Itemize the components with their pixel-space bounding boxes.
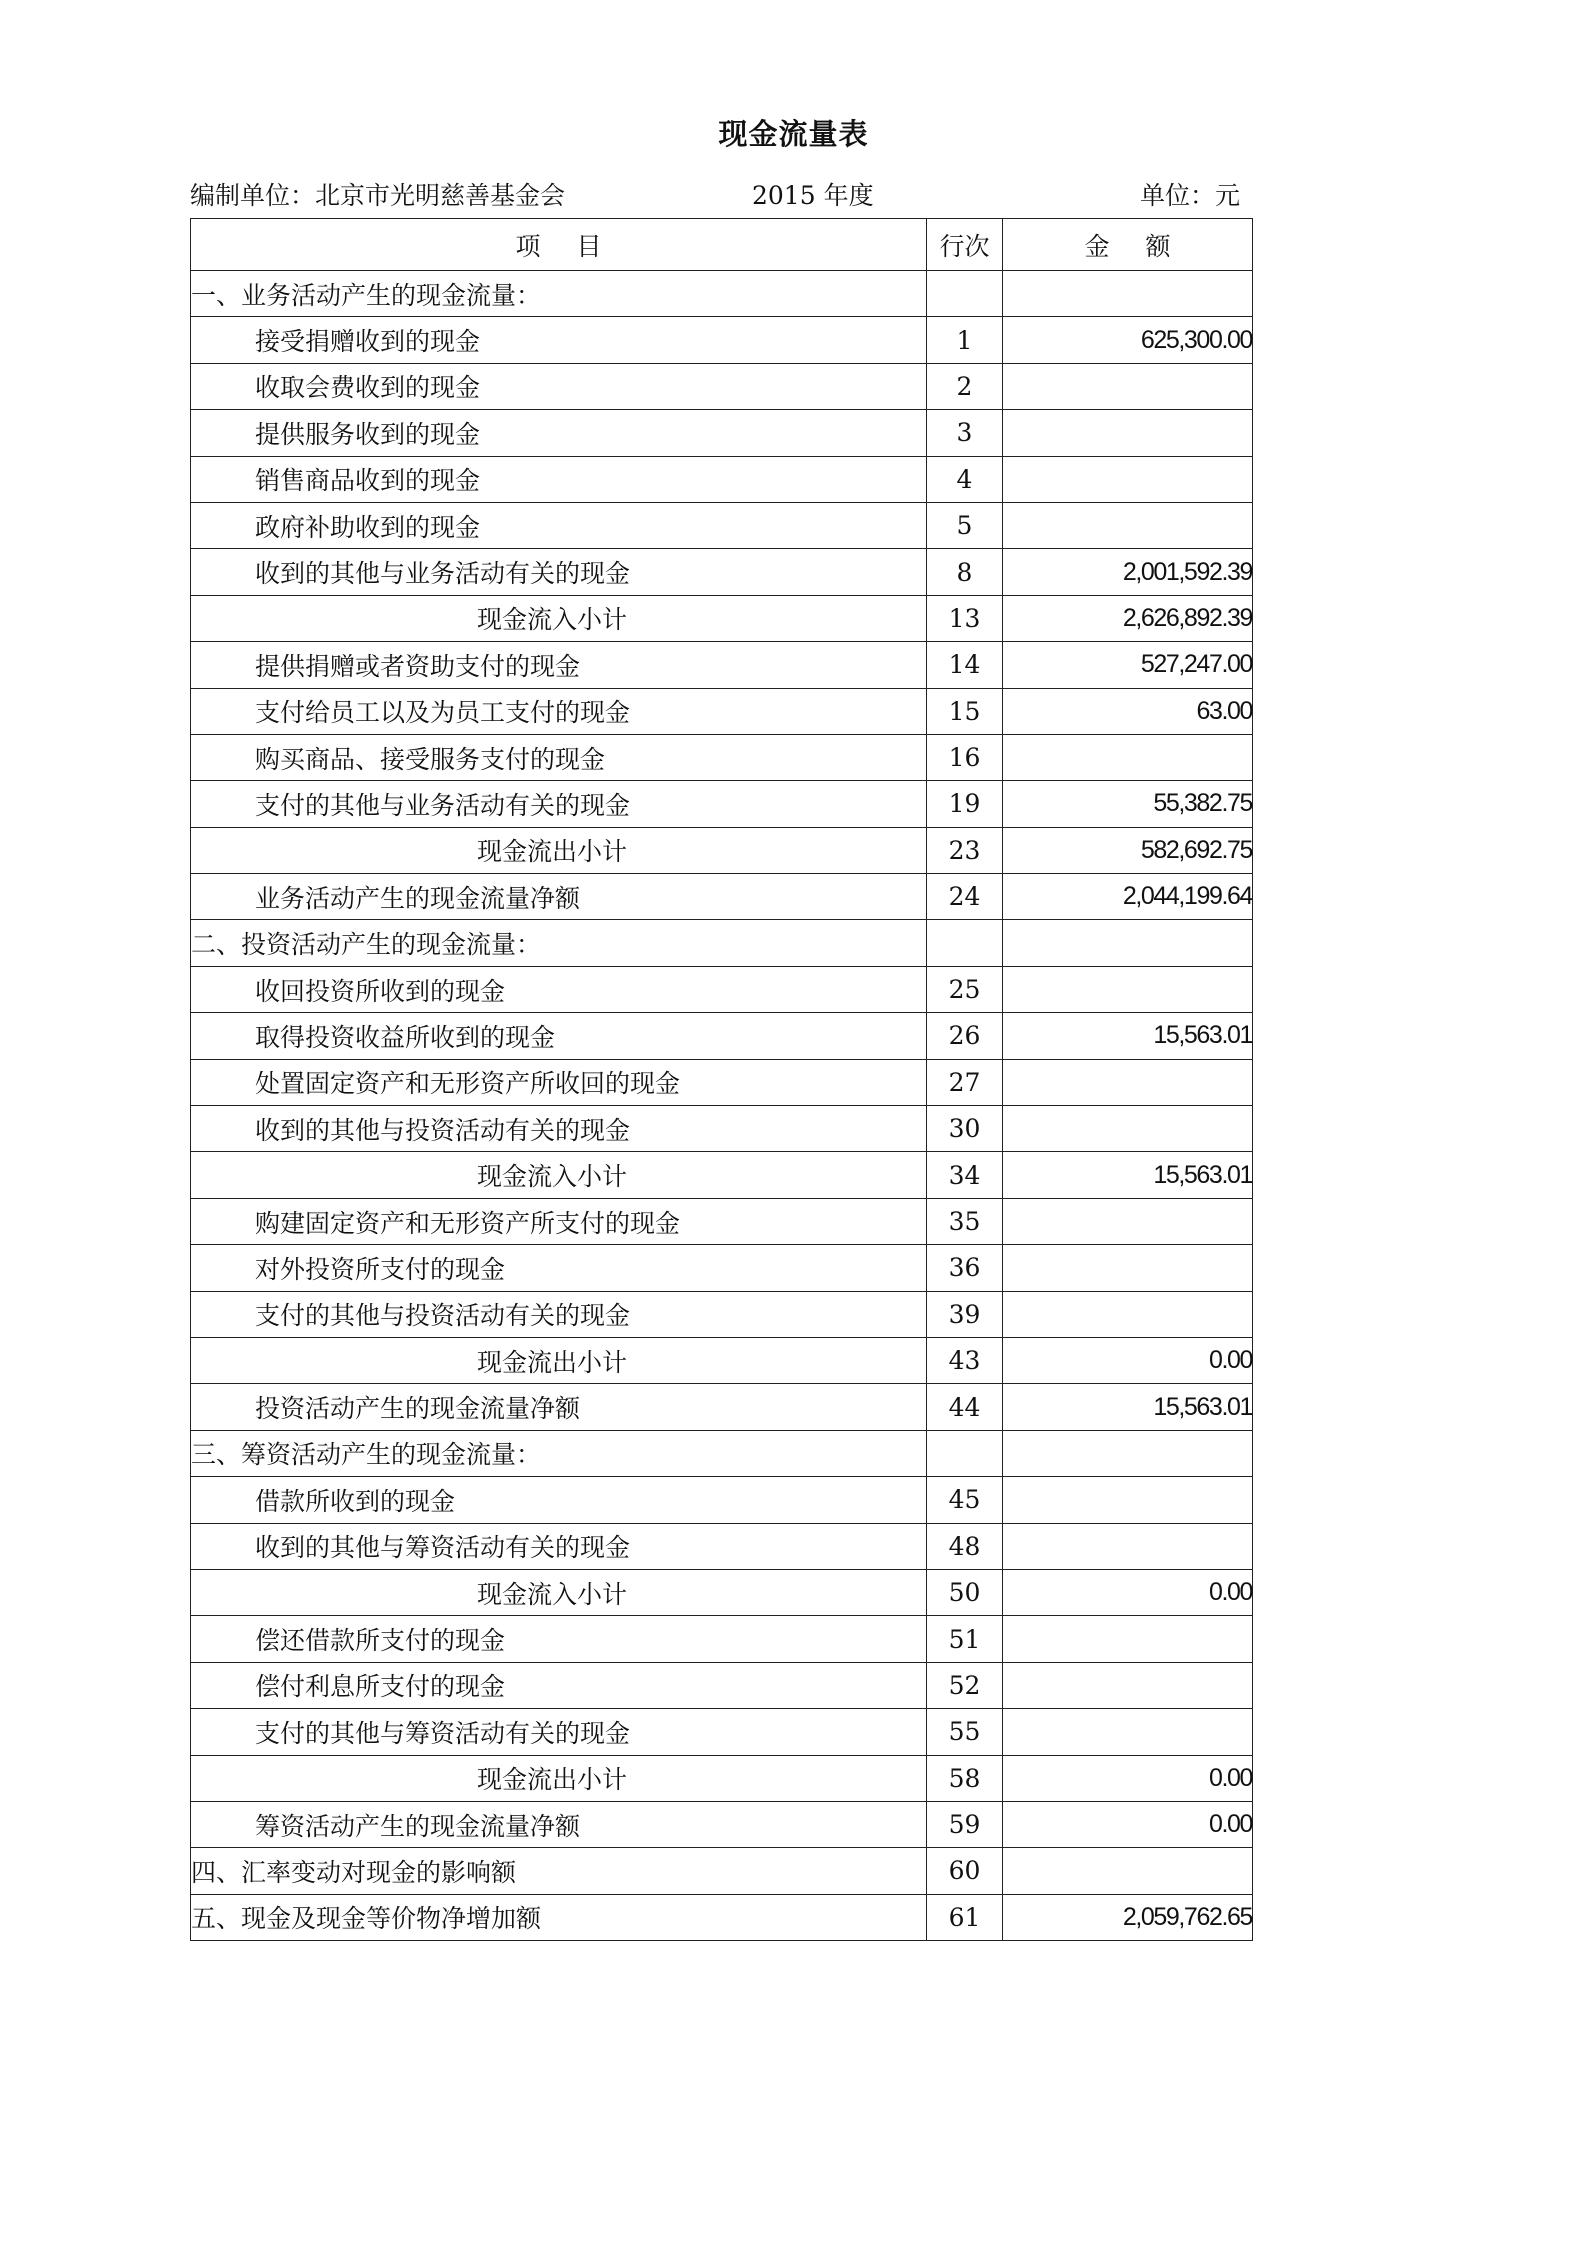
row-amount (1003, 734, 1253, 780)
row-line-number: 51 (927, 1616, 1003, 1662)
row-item-label: 投资活动产生的现金流量净额 (191, 1384, 927, 1430)
row-item-label: 现金流入小计 (191, 595, 927, 641)
table-body (191, 271, 1253, 1941)
row-line-number: 19 (927, 781, 1003, 827)
row-amount: 527,247.00 (1003, 642, 1253, 688)
row-amount: 2,626,892.39 (1003, 595, 1253, 641)
row-item-label: 现金流入小计 (191, 1152, 927, 1198)
table-row (191, 595, 1253, 641)
row-line-number: 52 (927, 1662, 1003, 1708)
row-line-number: 30 (927, 1106, 1003, 1152)
row-amount (1003, 1523, 1253, 1569)
row-line-number: 25 (927, 966, 1003, 1012)
row-item-label: 收到的其他与筹资活动有关的现金 (191, 1523, 927, 1569)
row-amount (1003, 1662, 1253, 1708)
table-row (191, 549, 1253, 595)
row-item-label: 收回投资所收到的现金 (191, 966, 927, 1012)
row-item-label: 现金流出小计 (191, 1755, 927, 1801)
row-line-number: 58 (927, 1755, 1003, 1801)
table-row (191, 1430, 1253, 1476)
row-item-label: 现金流出小计 (191, 1337, 927, 1383)
row-line-number: 16 (927, 734, 1003, 780)
row-line-number: 34 (927, 1152, 1003, 1198)
row-amount (1003, 920, 1253, 966)
row-item-label: 四、汇率变动对现金的影响额 (191, 1848, 927, 1894)
row-amount (1003, 966, 1253, 1012)
table-row (191, 1337, 1253, 1383)
table-row (191, 271, 1253, 317)
row-item-label: 购建固定资产和无形资产所支付的现金 (191, 1198, 927, 1244)
row-amount: 2,059,762.65 (1003, 1894, 1253, 1940)
row-amount: 0.00 (1003, 1801, 1253, 1847)
table-row (191, 688, 1253, 734)
table-row (191, 734, 1253, 780)
row-amount: 0.00 (1003, 1755, 1253, 1801)
table-row (191, 317, 1253, 363)
row-amount (1003, 1709, 1253, 1755)
row-amount (1003, 502, 1253, 548)
row-item-label: 三、筹资活动产生的现金流量： (191, 1430, 927, 1476)
table-row (191, 1894, 1253, 1940)
row-line-number: 1 (927, 317, 1003, 363)
row-item-label: 五、现金及现金等价物净增加额 (191, 1894, 927, 1940)
row-item-label: 偿还借款所支付的现金 (191, 1616, 927, 1662)
fiscal-year: 2015 年度 (752, 181, 874, 210)
row-item-label: 对外投资所支付的现金 (191, 1245, 927, 1291)
row-item-label: 接受捐赠收到的现金 (191, 317, 927, 363)
row-line-number: 36 (927, 1245, 1003, 1291)
table-row (191, 502, 1253, 548)
row-item-label: 二、投资活动产生的现金流量： (191, 920, 927, 966)
row-item-label: 现金流入小计 (191, 1569, 927, 1615)
table-row (191, 1616, 1253, 1662)
table-row (191, 1291, 1253, 1337)
row-amount (1003, 456, 1253, 502)
row-line-number: 3 (927, 410, 1003, 456)
row-amount: 15,563.01 (1003, 1013, 1253, 1059)
table-row (191, 1059, 1253, 1105)
row-line-number: 4 (927, 456, 1003, 502)
table-row (191, 1013, 1253, 1059)
row-item-label: 提供捐赠或者资助支付的现金 (191, 642, 927, 688)
row-amount: 2,001,592.39 (1003, 549, 1253, 595)
row-amount: 2,044,199.64 (1003, 874, 1253, 920)
table-header-row (191, 219, 1253, 271)
row-line-number: 45 (927, 1477, 1003, 1523)
row-item-label: 销售商品收到的现金 (191, 456, 927, 502)
table-row (191, 1106, 1253, 1152)
row-item-label: 收到的其他与业务活动有关的现金 (191, 549, 927, 595)
row-amount (1003, 1291, 1253, 1337)
row-line-number: 5 (927, 502, 1003, 548)
table-row (191, 1848, 1253, 1894)
row-line-number: 8 (927, 549, 1003, 595)
row-line-number: 61 (927, 1894, 1003, 1940)
table-row (191, 920, 1253, 966)
table-row (191, 1477, 1253, 1523)
table-row (191, 642, 1253, 688)
row-line-number: 13 (927, 595, 1003, 641)
table-row (191, 1384, 1253, 1430)
row-amount: 625,300.00 (1003, 317, 1253, 363)
row-amount (1003, 1848, 1253, 1894)
row-item-label: 支付的其他与投资活动有关的现金 (191, 1291, 927, 1337)
row-line-number: 23 (927, 827, 1003, 873)
row-amount (1003, 1430, 1253, 1476)
currency-unit: 单位：元 (1139, 181, 1240, 210)
row-line-number (927, 271, 1003, 317)
row-line-number: 43 (927, 1337, 1003, 1383)
table-row (191, 1523, 1253, 1569)
row-amount (1003, 1198, 1253, 1244)
row-line-number: 50 (927, 1569, 1003, 1615)
row-amount: 63.00 (1003, 688, 1253, 734)
row-amount: 15,563.01 (1003, 1152, 1253, 1198)
row-amount: 15,563.01 (1003, 1384, 1253, 1430)
row-item-label: 政府补助收到的现金 (191, 502, 927, 548)
report-title: 现金流量表 (718, 117, 869, 151)
row-line-number: 59 (927, 1801, 1003, 1847)
row-line-number: 15 (927, 688, 1003, 734)
row-line-number: 48 (927, 1523, 1003, 1569)
row-line-number: 35 (927, 1198, 1003, 1244)
row-amount: 0.00 (1003, 1337, 1253, 1383)
table-row (191, 1801, 1253, 1847)
row-amount: 582,692.75 (1003, 827, 1253, 873)
organization-label: 编制单位：北京市光明慈善基金会 (190, 181, 566, 210)
row-amount (1003, 363, 1253, 409)
row-item-label: 现金流出小计 (191, 827, 927, 873)
row-line-number: 44 (927, 1384, 1003, 1430)
row-line-number (927, 1430, 1003, 1476)
table-row (191, 410, 1253, 456)
row-item-label: 收取会费收到的现金 (191, 363, 927, 409)
table-row (191, 363, 1253, 409)
table-row (191, 1245, 1253, 1291)
column-header-line: 行次 (927, 219, 1003, 271)
row-item-label: 偿付利息所支付的现金 (191, 1662, 927, 1708)
table-row (191, 966, 1253, 1012)
row-item-label: 借款所收到的现金 (191, 1477, 927, 1523)
row-item-label: 取得投资收益所收到的现金 (191, 1013, 927, 1059)
row-amount (1003, 1245, 1253, 1291)
row-amount (1003, 1059, 1253, 1105)
table-row (191, 1569, 1253, 1615)
row-item-label: 一、业务活动产生的现金流量： (191, 271, 927, 317)
row-amount (1003, 410, 1253, 456)
row-item-label: 处置固定资产和无形资产所收回的现金 (191, 1059, 927, 1105)
report-meta (190, 176, 1252, 212)
row-line-number: 26 (927, 1013, 1003, 1059)
row-item-label: 业务活动产生的现金流量净额 (191, 874, 927, 920)
table-row (191, 827, 1253, 873)
row-amount (1003, 1106, 1253, 1152)
table-row (191, 874, 1253, 920)
row-item-label: 收到的其他与投资活动有关的现金 (191, 1106, 927, 1152)
row-amount (1003, 1477, 1253, 1523)
row-amount (1003, 271, 1253, 317)
table-row (191, 456, 1253, 502)
row-item-label: 支付给员工以及为员工支付的现金 (191, 688, 927, 734)
table-row (191, 1198, 1253, 1244)
table-row (191, 781, 1253, 827)
row-line-number (927, 920, 1003, 966)
table-row (191, 1152, 1253, 1198)
row-item-label: 提供服务收到的现金 (191, 410, 927, 456)
table-row (191, 1709, 1253, 1755)
row-item-label: 支付的其他与业务活动有关的现金 (191, 781, 927, 827)
table-row (191, 1662, 1253, 1708)
row-line-number: 55 (927, 1709, 1003, 1755)
row-item-label: 支付的其他与筹资活动有关的现金 (191, 1709, 927, 1755)
row-line-number: 39 (927, 1291, 1003, 1337)
row-line-number: 24 (927, 874, 1003, 920)
row-item-label: 购买商品、接受服务支付的现金 (191, 734, 927, 780)
row-line-number: 60 (927, 1848, 1003, 1894)
row-amount (1003, 1616, 1253, 1662)
table-row (191, 1755, 1253, 1801)
row-amount: 55,382.75 (1003, 781, 1253, 827)
column-header-item: 项目 (191, 219, 927, 271)
row-line-number: 14 (927, 642, 1003, 688)
cash-flow-table (190, 218, 1253, 1941)
row-line-number: 27 (927, 1059, 1003, 1105)
column-header-amount: 金额 (1003, 219, 1253, 271)
row-line-number: 2 (927, 363, 1003, 409)
row-amount: 0.00 (1003, 1569, 1253, 1615)
row-item-label: 筹资活动产生的现金流量净额 (191, 1801, 927, 1847)
